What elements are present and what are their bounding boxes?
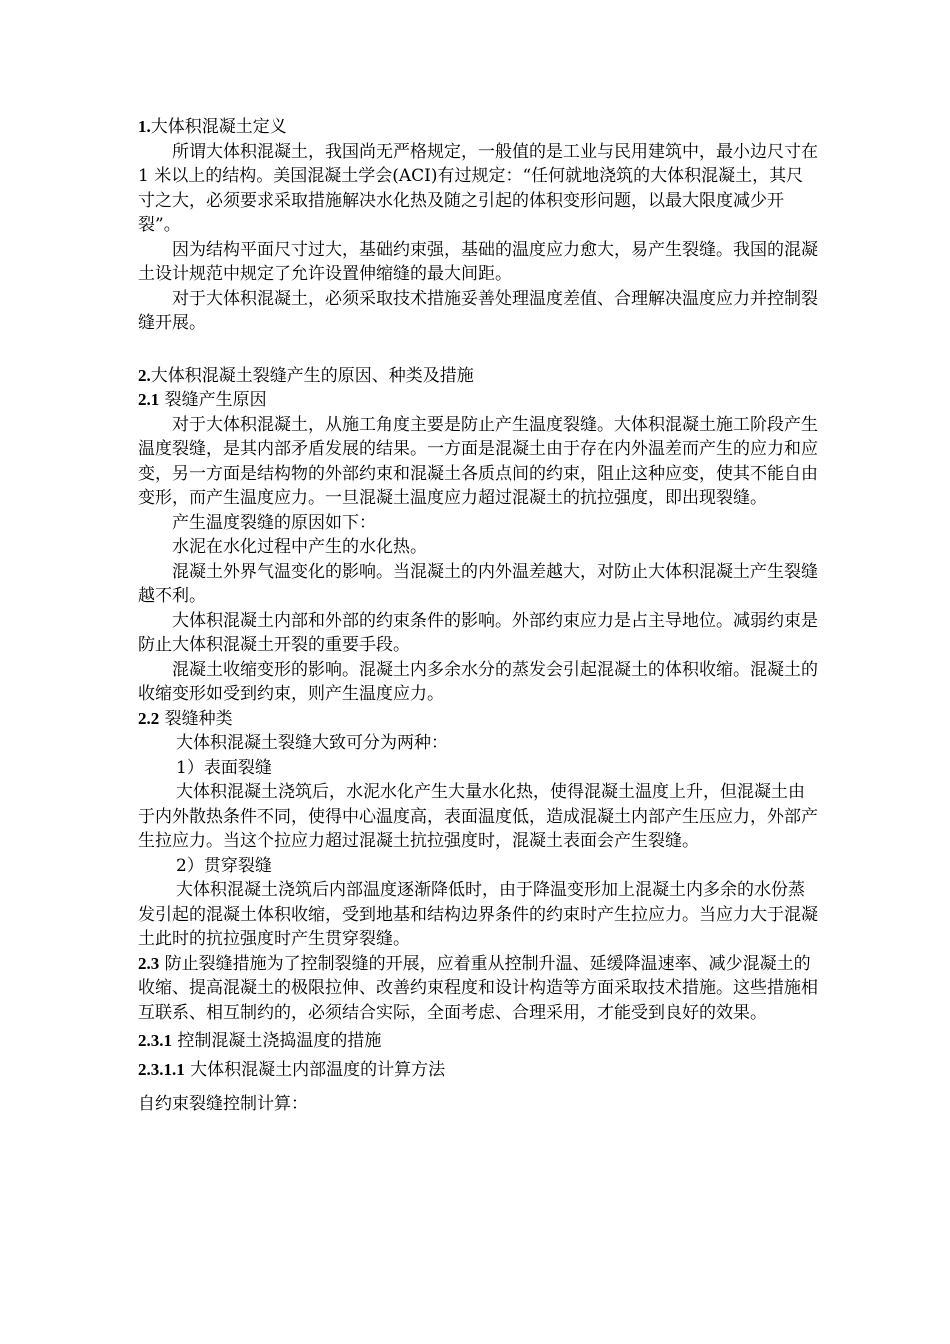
section-title: 裂缝种类	[164, 708, 233, 729]
paragraph: 因为结构平面尺寸过大，基础约束强，基础的温度应力愈大，易产生裂缝。我国的混凝土设计规范中规定了允许设置伸缩缝的最大间距。	[138, 239, 818, 284]
paragraph: 大体积混凝土浇筑后，水泥水化产生大量水化热，使得混凝土温度上升，但混凝土由于内外散热条件不同，使得中心温度高，表面温度低，造成混凝土内部产生压应力，外部产生拉应力。当这个拉应力超过混凝土抗拉强度时，混凝土表面会产生裂缝。	[138, 782, 818, 851]
section-2-3-1-heading	[138, 1029, 818, 1054]
paragraph: 大体积混凝土裂缝大致可分为两种：	[176, 733, 448, 753]
paragraph: 对于大体积混凝土，从施工角度主要是防止产生温度裂缝。大体积混凝土施工阶段产生温度裂缝，是其内部矛盾发展的结果。一方面是混凝土由于存在内外温差而产生的应力和应变，另一方面是结构物的外部约束和混凝土各质点间的约束，阻止这种应变，使其不能自由变形，而产生温度应力。一旦混凝土温度应力超过混凝土的抗拉强度，即出现裂缝。	[138, 414, 818, 508]
section-2-1-heading	[138, 388, 818, 413]
section-number: 2.2	[138, 708, 160, 728]
paragraph: 自约束裂缝控制计算：	[138, 1094, 308, 1114]
paragraph: 大体积混凝土浇筑后内部温度逐渐降低时，由于降温变形加上混凝土内多余的水份蒸发引起的混凝土体积收缩，受到地基和结构边界条件的约束时产生拉应力。当应力大于混凝土此时的抗拉强度时产生贯穿裂缝。	[138, 880, 818, 949]
document-body	[138, 115, 818, 1117]
section-number: 2.3.1	[138, 1031, 172, 1050]
section-title: 大体积混凝土裂缝产生的原因、种类及措施	[150, 365, 474, 386]
paragraph: 产生温度裂缝的原因如下：	[172, 512, 376, 533]
section-2-3-paragraph	[138, 952, 818, 1026]
section-title: 大体积混凝土内部温度的计算方法	[190, 1059, 446, 1080]
paragraph: 混凝土外界气温变化的影响。当混凝土的内外温差越大，对防止大体积混凝土产生裂缝越不利。	[138, 561, 818, 606]
paragraph: 水泥在水化过程中产生的水化热。	[172, 537, 427, 557]
section-1-heading	[138, 115, 818, 140]
list-item: 2）贯穿裂缝	[176, 855, 272, 876]
section-number: 2.	[138, 365, 151, 385]
section-2-2-heading	[138, 707, 818, 732]
list-item: 1）表面裂缝	[176, 757, 272, 778]
section-number: 2.3.1.1	[138, 1059, 185, 1079]
section-number: 2.1	[138, 390, 160, 409]
paragraph: 大体积混凝土内部和外部的约束条件的影响。外部约束应力是占主导地位。减弱约束是防止大体积混凝土开裂的重要手段。	[138, 610, 818, 655]
paragraph: 所谓大体积混凝土，我国尚无严格规定，一般值的是工业与民用建筑中，最小边尺寸在 1 米以上的结构。美国混凝土学会(ACI)有过规定：“任何就地浇筑的大体积混凝土，其尺寸之大，必须要求采取措施解决水化热及随之引起的体积变形问题，以最大限度减少开裂”。	[138, 141, 818, 235]
paragraph: 对于大体积混凝土，必须采取技术措施妥善处理温度差值、合理解决温度应力并控制裂缝开展。	[138, 288, 818, 333]
paragraph: 混凝土收缩变形的影响。混凝土内多余水分的蒸发会引起混凝土的体积收缩。混凝土的收缩变形如受到约束，则产生温度应力。	[138, 659, 818, 704]
section-title: 大体积混凝土定义	[150, 117, 287, 137]
section-text: 防止裂缝措施为了控制裂缝的开展，应着重从控制升温、延缓降温速率、减少混凝土的收缩、提高混凝土的极限拉伸、改善约束程度和设计构造等方面采取技术措施。这些措施相互联系、相互制约的，必须结合实际，全面考虑、合理采用，才能受到良好的效果。	[138, 953, 818, 1023]
section-number: 1.	[138, 117, 151, 136]
section-title: 控制混凝土浇捣温度的措施	[177, 1031, 382, 1051]
section-number: 2.3	[138, 953, 160, 973]
section-title: 裂缝产生原因	[164, 390, 267, 410]
section-2-3-1-1-heading	[138, 1058, 818, 1083]
section-2-heading	[138, 364, 818, 389]
